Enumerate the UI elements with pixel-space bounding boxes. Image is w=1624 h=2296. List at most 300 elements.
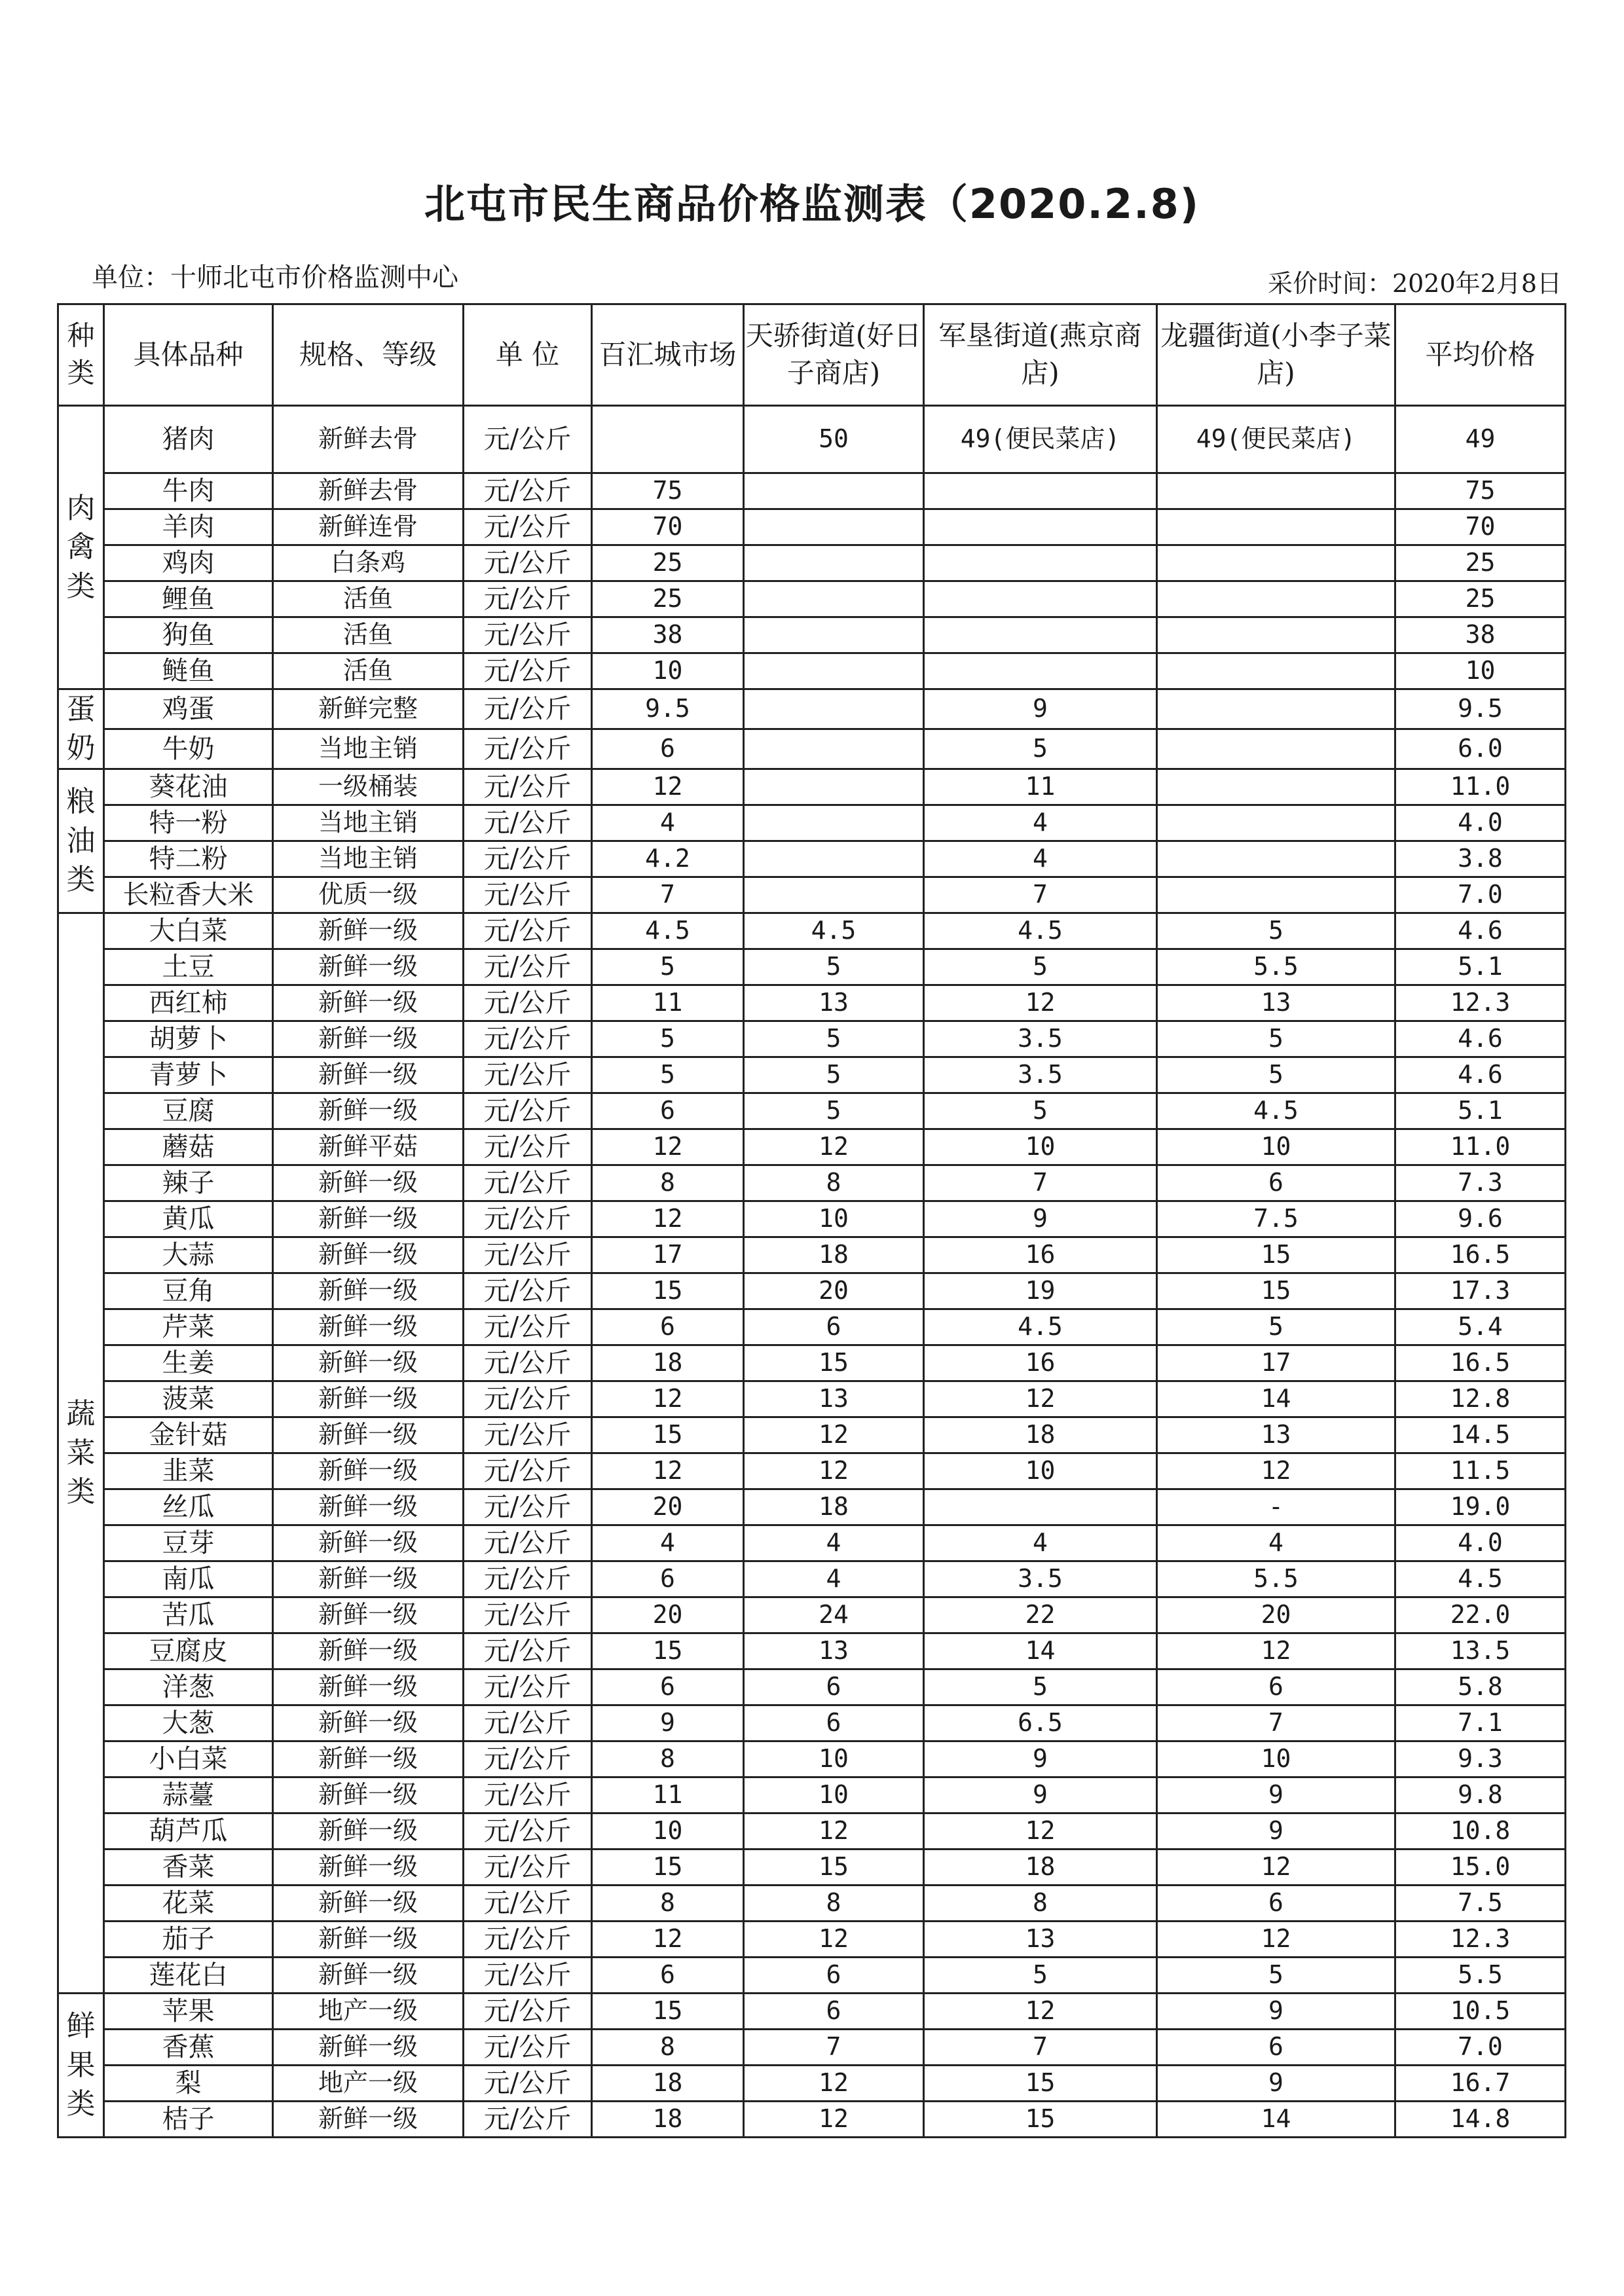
unit: 元/公斤 <box>464 473 592 509</box>
spec: 新鲜一级 <box>273 1021 464 1057</box>
price-average: 5.1 <box>1395 949 1566 985</box>
header-store-junken: 军垦街道(燕京商店) <box>924 304 1157 406</box>
price-baihui: 10 <box>592 1813 744 1849</box>
price-junken: 9 <box>924 689 1157 729</box>
price-baihui: 15 <box>592 1417 744 1453</box>
price-baihui: 25 <box>592 581 744 617</box>
price-baihui: 15 <box>592 1633 744 1669</box>
spec: 当地主销 <box>273 729 464 769</box>
price-baihui: 8 <box>592 2029 744 2065</box>
price-average: 9.8 <box>1395 1777 1566 1813</box>
price-average: 49 <box>1395 406 1566 473</box>
spec: 新鲜一级 <box>273 1921 464 1957</box>
price-baihui: 18 <box>592 2101 744 2137</box>
spec: 活鱼 <box>273 581 464 617</box>
price-junken: 8 <box>924 1885 1157 1921</box>
price-average: 9.5 <box>1395 689 1566 729</box>
item-name: 南瓜 <box>104 1561 273 1597</box>
price-tianjiao <box>744 729 924 769</box>
price-average: 5.8 <box>1395 1669 1566 1705</box>
price-tianjiao: 13 <box>744 1381 924 1417</box>
table-row <box>58 2029 1566 2065</box>
price-average: 9.6 <box>1395 1201 1566 1237</box>
price-longjiang <box>1157 877 1395 913</box>
spec: 地产一级 <box>273 2065 464 2101</box>
price-average: 12.3 <box>1395 985 1566 1021</box>
table-row <box>58 653 1566 689</box>
table-row <box>58 1633 1566 1669</box>
unit: 元/公斤 <box>464 1885 592 1921</box>
item-name: 莲花白 <box>104 1957 273 1993</box>
price-longjiang <box>1157 509 1395 545</box>
price-junken: 14 <box>924 1633 1157 1669</box>
unit: 元/公斤 <box>464 406 592 473</box>
item-name: 苦瓜 <box>104 1597 273 1633</box>
price-tianjiao: 13 <box>744 1633 924 1669</box>
unit: 元/公斤 <box>464 913 592 949</box>
spec: 新鲜一级 <box>273 1201 464 1237</box>
item-name: 葵花油 <box>104 769 273 805</box>
table-row <box>58 406 1566 473</box>
price-longjiang: 10 <box>1157 1741 1395 1777</box>
price-baihui: 6 <box>592 1561 744 1597</box>
item-name: 鸡肉 <box>104 545 273 581</box>
unit: 元/公斤 <box>464 1381 592 1417</box>
item-name: 长粒香大米 <box>104 877 273 913</box>
price-baihui: 20 <box>592 1597 744 1633</box>
price-longjiang: 13 <box>1157 985 1395 1021</box>
table-row <box>58 1957 1566 1993</box>
price-junken: 3.5 <box>924 1057 1157 1093</box>
price-baihui: 8 <box>592 1885 744 1921</box>
table-row <box>58 1993 1566 2029</box>
price-average: 17.3 <box>1395 1273 1566 1309</box>
price-baihui: 5 <box>592 1057 744 1093</box>
item-name: 鸡蛋 <box>104 689 273 729</box>
price-longjiang <box>1157 545 1395 581</box>
price-baihui: 8 <box>592 1165 744 1201</box>
spec: 当地主销 <box>273 805 464 841</box>
price-junken: 4 <box>924 841 1157 877</box>
unit: 元/公斤 <box>464 1633 592 1669</box>
item-name: 鲢鱼 <box>104 653 273 689</box>
unit: 元/公斤 <box>464 1669 592 1705</box>
price-longjiang: 5 <box>1157 1057 1395 1093</box>
spec: 新鲜一级 <box>273 1741 464 1777</box>
price-junken: 5 <box>924 1957 1157 1993</box>
table-row <box>58 2065 1566 2101</box>
unit: 元/公斤 <box>464 509 592 545</box>
item-name: 牛奶 <box>104 729 273 769</box>
price-junken: 7 <box>924 2029 1157 2065</box>
spec: 新鲜一级 <box>273 1597 464 1633</box>
price-average: 9.3 <box>1395 1741 1566 1777</box>
price-average: 3.8 <box>1395 841 1566 877</box>
table-row <box>58 769 1566 805</box>
spec: 新鲜一级 <box>273 1777 464 1813</box>
price-tianjiao: 8 <box>744 1885 924 1921</box>
price-tianjiao <box>744 509 924 545</box>
price-tianjiao: 10 <box>744 1777 924 1813</box>
unit: 元/公斤 <box>464 2101 592 2137</box>
price-tianjiao: 20 <box>744 1273 924 1309</box>
spec: 新鲜一级 <box>273 2101 464 2137</box>
price-tianjiao <box>744 769 924 805</box>
price-average: 16.7 <box>1395 2065 1566 2101</box>
spec: 新鲜一级 <box>273 1525 464 1561</box>
price-longjiang: 6 <box>1157 1669 1395 1705</box>
price-junken: 9 <box>924 1777 1157 1813</box>
price-longjiang: 14 <box>1157 1381 1395 1417</box>
item-name: 牛肉 <box>104 473 273 509</box>
table-row <box>58 473 1566 509</box>
price-baihui: 10 <box>592 653 744 689</box>
price-average: 22.0 <box>1395 1597 1566 1633</box>
price-average: 11.0 <box>1395 769 1566 805</box>
price-baihui: 6 <box>592 1309 744 1345</box>
price-tianjiao: 12 <box>744 2101 924 2137</box>
price-tianjiao: 5 <box>744 949 924 985</box>
table-row <box>58 1741 1566 1777</box>
price-baihui: 12 <box>592 1129 744 1165</box>
unit: 元/公斤 <box>464 877 592 913</box>
spec: 新鲜去骨 <box>273 473 464 509</box>
unit: 元/公斤 <box>464 1129 592 1165</box>
item-name: 芹菜 <box>104 1309 273 1345</box>
table-row <box>58 545 1566 581</box>
item-name: 梨 <box>104 2065 273 2101</box>
price-baihui: 6 <box>592 1093 744 1129</box>
price-longjiang <box>1157 689 1395 729</box>
unit: 元/公斤 <box>464 617 592 653</box>
price-tianjiao <box>744 473 924 509</box>
price-tianjiao: 6 <box>744 1957 924 1993</box>
price-longjiang: 12 <box>1157 1633 1395 1669</box>
unit: 元/公斤 <box>464 985 592 1021</box>
table-row <box>58 1417 1566 1453</box>
price-tianjiao <box>744 581 924 617</box>
price-average: 10 <box>1395 653 1566 689</box>
price-table-body <box>58 406 1566 2138</box>
price-tianjiao: 12 <box>744 1813 924 1849</box>
price-baihui: 15 <box>592 1849 744 1885</box>
price-baihui: 5 <box>592 949 744 985</box>
price-average: 70 <box>1395 509 1566 545</box>
price-longjiang: 4.5 <box>1157 1093 1395 1129</box>
table-row <box>58 1669 1566 1705</box>
price-average: 10.5 <box>1395 1993 1566 2029</box>
unit: 元/公斤 <box>464 1957 592 1993</box>
unit: 元/公斤 <box>464 769 592 805</box>
table-row <box>58 1057 1566 1093</box>
unit: 元/公斤 <box>464 1777 592 1813</box>
table-row <box>58 1597 1566 1633</box>
spec: 活鱼 <box>273 617 464 653</box>
price-average: 6.0 <box>1395 729 1566 769</box>
table-row <box>58 1489 1566 1525</box>
spec: 新鲜完整 <box>273 689 464 729</box>
price-average: 4.6 <box>1395 1057 1566 1093</box>
spec: 新鲜一级 <box>273 2029 464 2065</box>
item-name: 大白菜 <box>104 913 273 949</box>
price-longjiang: - <box>1157 1489 1395 1525</box>
item-name: 猪肉 <box>104 406 273 473</box>
item-name: 豆角 <box>104 1273 273 1309</box>
item-name: 香蕉 <box>104 2029 273 2065</box>
table-row <box>58 841 1566 877</box>
unit: 元/公斤 <box>464 1921 592 1957</box>
price-junken: 10 <box>924 1129 1157 1165</box>
price-longjiang: 12 <box>1157 1453 1395 1489</box>
spec: 新鲜平菇 <box>273 1129 464 1165</box>
spec: 新鲜一级 <box>273 1705 464 1741</box>
table-row <box>58 509 1566 545</box>
price-tianjiao: 12 <box>744 1453 924 1489</box>
table-row <box>58 689 1566 729</box>
item-name: 蘑菇 <box>104 1129 273 1165</box>
spec: 优质一级 <box>273 877 464 913</box>
spec: 地产一级 <box>273 1993 464 2029</box>
unit: 元/公斤 <box>464 1273 592 1309</box>
header-spec: 规格、等级 <box>273 304 464 406</box>
table-row <box>58 1777 1566 1813</box>
price-average: 10.8 <box>1395 1813 1566 1849</box>
price-junken: 15 <box>924 2101 1157 2137</box>
unit: 元/公斤 <box>464 1309 592 1345</box>
price-tianjiao: 10 <box>744 1201 924 1237</box>
price-longjiang <box>1157 473 1395 509</box>
price-longjiang: 12 <box>1157 1849 1395 1885</box>
table-row <box>58 1705 1566 1741</box>
price-baihui: 6 <box>592 1669 744 1705</box>
price-average: 12.3 <box>1395 1921 1566 1957</box>
spec: 新鲜一级 <box>273 913 464 949</box>
table-row <box>58 1381 1566 1417</box>
price-baihui: 12 <box>592 1921 744 1957</box>
price-average: 19.0 <box>1395 1489 1566 1525</box>
price-tianjiao: 7 <box>744 2029 924 2065</box>
unit: 元/公斤 <box>464 1993 592 2029</box>
price-tianjiao: 6 <box>744 1309 924 1345</box>
price-average: 16.5 <box>1395 1237 1566 1273</box>
item-name: 羊肉 <box>104 509 273 545</box>
table-row <box>58 949 1566 985</box>
unit: 元/公斤 <box>464 949 592 985</box>
price-baihui: 70 <box>592 509 744 545</box>
price-longjiang <box>1157 617 1395 653</box>
spec: 新鲜一级 <box>273 1561 464 1597</box>
spec: 新鲜一级 <box>273 1237 464 1273</box>
item-name: 大葱 <box>104 1705 273 1741</box>
table-row <box>58 1849 1566 1885</box>
price-tianjiao <box>744 545 924 581</box>
category-label: 蛋 奶 <box>58 689 104 769</box>
price-junken: 12 <box>924 1813 1157 1849</box>
price-tianjiao: 10 <box>744 1741 924 1777</box>
price-tianjiao <box>744 877 924 913</box>
table-row <box>58 913 1566 949</box>
price-longjiang <box>1157 769 1395 805</box>
price-longjiang: 7.5 <box>1157 1201 1395 1237</box>
item-name: 洋葱 <box>104 1669 273 1705</box>
item-name: 小白菜 <box>104 1741 273 1777</box>
unit-label: 单位：十师北屯市价格监测中心 <box>92 263 458 293</box>
price-junken: 9 <box>924 1201 1157 1237</box>
item-name: 胡萝卜 <box>104 1021 273 1057</box>
table-row <box>58 1813 1566 1849</box>
item-name: 葫芦瓜 <box>104 1813 273 1849</box>
price-baihui: 11 <box>592 1777 744 1813</box>
table-row <box>58 1093 1566 1129</box>
item-name: 丝瓜 <box>104 1489 273 1525</box>
price-junken: 4.5 <box>924 1309 1157 1345</box>
price-longjiang: 14 <box>1157 2101 1395 2137</box>
price-average: 4.6 <box>1395 913 1566 949</box>
price-junken <box>924 473 1157 509</box>
unit: 元/公斤 <box>464 689 592 729</box>
price-longjiang: 15 <box>1157 1273 1395 1309</box>
header-category: 种类 <box>58 304 104 406</box>
table-row <box>58 1273 1566 1309</box>
price-average: 12.8 <box>1395 1381 1566 1417</box>
spec: 新鲜一级 <box>273 985 464 1021</box>
item-name: 豆腐皮 <box>104 1633 273 1669</box>
price-longjiang: 12 <box>1157 1921 1395 1957</box>
spec: 新鲜一级 <box>273 1489 464 1525</box>
price-junken: 5 <box>924 1669 1157 1705</box>
price-longjiang: 6 <box>1157 1885 1395 1921</box>
category-label: 蔬 菜 类 <box>58 913 104 1993</box>
price-baihui: 20 <box>592 1489 744 1525</box>
unit: 元/公斤 <box>464 1705 592 1741</box>
price-tianjiao: 18 <box>744 1489 924 1525</box>
table-row <box>58 1345 1566 1381</box>
spec: 新鲜一级 <box>273 1381 464 1417</box>
price-baihui: 4.5 <box>592 913 744 949</box>
price-baihui: 17 <box>592 1237 744 1273</box>
price-tianjiao: 13 <box>744 985 924 1021</box>
price-average: 4.6 <box>1395 1021 1566 1057</box>
price-longjiang <box>1157 653 1395 689</box>
spec: 新鲜一级 <box>273 1669 464 1705</box>
price-longjiang: 13 <box>1157 1417 1395 1453</box>
price-longjiang <box>1157 841 1395 877</box>
price-average: 7.5 <box>1395 1885 1566 1921</box>
price-baihui: 75 <box>592 473 744 509</box>
price-tianjiao <box>744 653 924 689</box>
price-tianjiao: 12 <box>744 1417 924 1453</box>
price-baihui: 4 <box>592 1525 744 1561</box>
table-row <box>58 1021 1566 1057</box>
table-row <box>58 1237 1566 1273</box>
spec: 新鲜一级 <box>273 1417 464 1453</box>
price-junken <box>924 509 1157 545</box>
price-average: 5.1 <box>1395 1093 1566 1129</box>
price-junken <box>924 1489 1157 1525</box>
unit: 元/公斤 <box>464 1489 592 1525</box>
price-tianjiao <box>744 805 924 841</box>
price-tianjiao: 50 <box>744 406 924 473</box>
unit: 元/公斤 <box>464 1165 592 1201</box>
unit: 元/公斤 <box>464 1525 592 1561</box>
spec: 新鲜连骨 <box>273 509 464 545</box>
price-junken: 12 <box>924 1381 1157 1417</box>
price-tianjiao: 12 <box>744 1921 924 1957</box>
table-row <box>58 877 1566 913</box>
price-baihui: 15 <box>592 1273 744 1309</box>
item-name: 香菜 <box>104 1849 273 1885</box>
price-tianjiao: 5 <box>744 1021 924 1057</box>
price-baihui: 12 <box>592 1453 744 1489</box>
price-average: 5.4 <box>1395 1309 1566 1345</box>
price-tianjiao: 12 <box>744 2065 924 2101</box>
price-longjiang: 6 <box>1157 2029 1395 2065</box>
table-row <box>58 729 1566 769</box>
unit: 元/公斤 <box>464 1237 592 1273</box>
unit: 元/公斤 <box>464 729 592 769</box>
price-average: 11.0 <box>1395 1129 1566 1165</box>
price-junken: 9 <box>924 1741 1157 1777</box>
category-label: 粮 油 类 <box>58 769 104 913</box>
header-average: 平均价格 <box>1395 304 1566 406</box>
price-baihui: 9.5 <box>592 689 744 729</box>
unit: 元/公斤 <box>464 1093 592 1129</box>
price-longjiang: 49(便民菜店) <box>1157 406 1395 473</box>
price-tianjiao <box>744 689 924 729</box>
price-junken: 10 <box>924 1453 1157 1489</box>
table-row <box>58 1525 1566 1561</box>
price-longjiang <box>1157 729 1395 769</box>
spec: 新鲜一级 <box>273 1309 464 1345</box>
price-junken: 18 <box>924 1417 1157 1453</box>
spec: 新鲜一级 <box>273 1165 464 1201</box>
table-row <box>58 617 1566 653</box>
price-average: 4.0 <box>1395 805 1566 841</box>
spec: 新鲜一级 <box>273 1057 464 1093</box>
price-baihui <box>592 406 744 473</box>
price-junken: 12 <box>924 1993 1157 2029</box>
unit: 元/公斤 <box>464 1021 592 1057</box>
spec: 新鲜一级 <box>273 1633 464 1669</box>
table-row <box>58 1561 1566 1597</box>
category-label: 鲜 果 类 <box>58 1993 104 2137</box>
price-tianjiao: 6 <box>744 1669 924 1705</box>
price-baihui: 5 <box>592 1021 744 1057</box>
item-name: 特二粉 <box>104 841 273 877</box>
unit: 元/公斤 <box>464 1345 592 1381</box>
spec: 新鲜一级 <box>273 1453 464 1489</box>
price-tianjiao: 15 <box>744 1849 924 1885</box>
item-name: 土豆 <box>104 949 273 985</box>
price-junken: 13 <box>924 1921 1157 1957</box>
table-row <box>58 1921 1566 1957</box>
item-name: 菠菜 <box>104 1381 273 1417</box>
table-row <box>58 1309 1566 1345</box>
item-name: 桔子 <box>104 2101 273 2137</box>
price-baihui: 25 <box>592 545 744 581</box>
item-name: 苹果 <box>104 1993 273 2029</box>
spec: 当地主销 <box>273 841 464 877</box>
price-longjiang: 6 <box>1157 1165 1395 1201</box>
price-average: 38 <box>1395 617 1566 653</box>
price-longjiang: 15 <box>1157 1237 1395 1273</box>
price-table <box>57 303 1566 2138</box>
price-longjiang: 9 <box>1157 1813 1395 1849</box>
header-item: 具体品种 <box>104 304 273 406</box>
price-baihui: 11 <box>592 985 744 1021</box>
item-name: 韭菜 <box>104 1453 273 1489</box>
item-name: 生姜 <box>104 1345 273 1381</box>
